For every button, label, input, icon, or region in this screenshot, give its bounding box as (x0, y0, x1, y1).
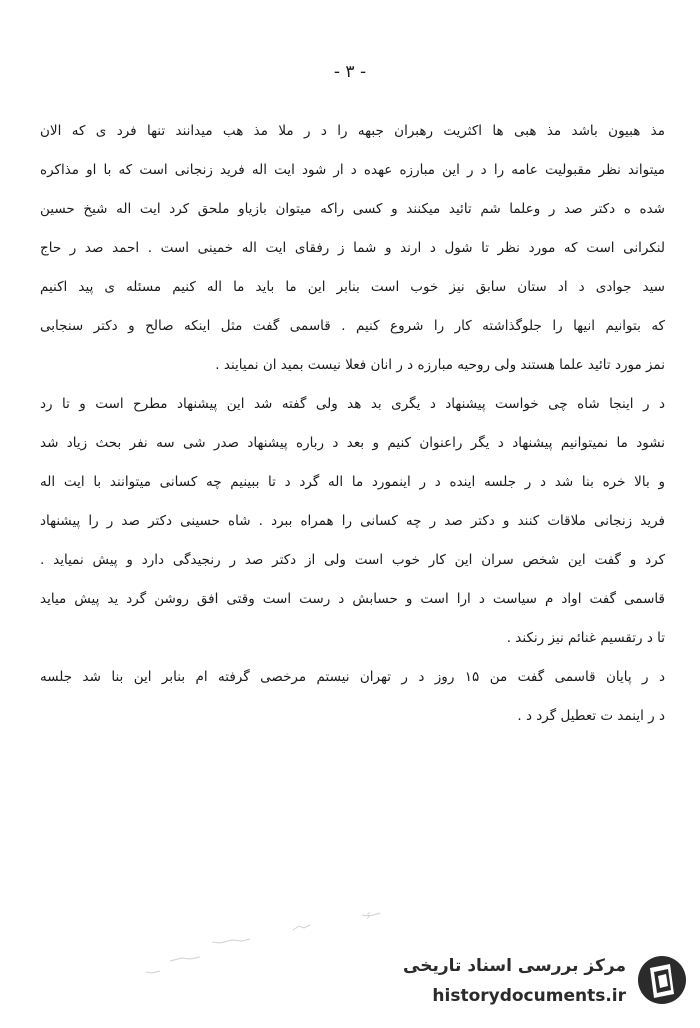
faded-stamp-mark (130, 905, 410, 985)
page-number: - ۳ - (333, 62, 367, 82)
body-line: مذ هبیون باشد مذ هبی ها اکثریت رهبران جبهه را د ر ملا مذ هب میدانند تنها فرد ی که الان (40, 123, 665, 139)
body-line: قاسمی گفت اواد م سیاست د ارا است و حسابش د رست است وقتی افق روشن گرد ید پیش میاید (40, 591, 665, 607)
body-line: میتواند نظر مقبولیت عامه را د ر این مبارزه عهده د ار شود ایت اله فرید زنجانی است که با او مذاکره (40, 162, 665, 178)
body-line: لنکرانی است که مورد نظر تا شول د ارند و شما ز رفقای ایت اله خمینی است . احمد صد ر حاج (40, 240, 665, 256)
document-body (40, 112, 665, 736)
body-line: کرد و گفت این شخص سران این کار خوب است ولی از دکتر صد ر رنجیدگی دارد و پیش نمیاید . (40, 552, 665, 568)
watermark-url: historydocuments.ir (432, 986, 626, 1006)
body-line: نشود ما نمیتوانیم پیشنهاد د یگر راعنوان کنیم و بعد د رباره پیشنهاد صدر شی سه نفر بحث زیاد شد (40, 435, 665, 451)
body-line: سید جوادی د اد ستان سابق نیز خوب است بنابر این ما باید ما اله کنیم مسئله ی پید اکنیم (40, 279, 665, 295)
body-line: د ر اینجا شاه چی خواست پیشنهاد د یگری بد هد ولی گفته شد این پیشنهاد مطرح است و تا رد (40, 396, 665, 412)
stamp-digit: ۶ (366, 911, 372, 922)
body-line: و بالا خره بنا شد د ر جلسه اینده د ر اینمورد ما اله گرد د تا ببینیم چه کسانی میتوانند با ایت اله (40, 474, 665, 490)
body-line: که بتوانیم انیها را جلوگذاشته کار را شروع کنیم . قاسمی گفت مثل اینکه صالح و دکتر سنجابی (40, 318, 665, 334)
body-line: فرید زنجانی ملاقات کنند و دکتر صد ر چه کسانی را همراه ببرد . شاه حسینی دکتر صد ر را پیشنهاد (40, 513, 665, 529)
body-line: نمز مورد تائید علما هستند ولی روحیه مبارزه د ر انان فعلا نیست بمید ان نمیایند . (215, 357, 665, 373)
archive-logo-icon (636, 954, 688, 1006)
body-line: د ر اینمد ت تعطیل گرد د . (517, 708, 665, 724)
body-line: شده ه دکتر صد ر وعلما شم تائید میکنند و کسی راکه میتوان بازیاو ملحق کرد ایت اله شیخ حسین (40, 201, 665, 217)
body-line: تا د رتقسیم غنائم نیز رنکند . (506, 630, 665, 646)
body-line: د ر پایان قاسمی گفت من ۱۵ روز د ر تهران نیستم مرخصی گرفته ام بنابر این بنا شد جلسه (40, 669, 665, 685)
watermark-title: مرکز بررسی اسناد تاریخی (403, 956, 626, 976)
watermark (388, 948, 688, 1018)
